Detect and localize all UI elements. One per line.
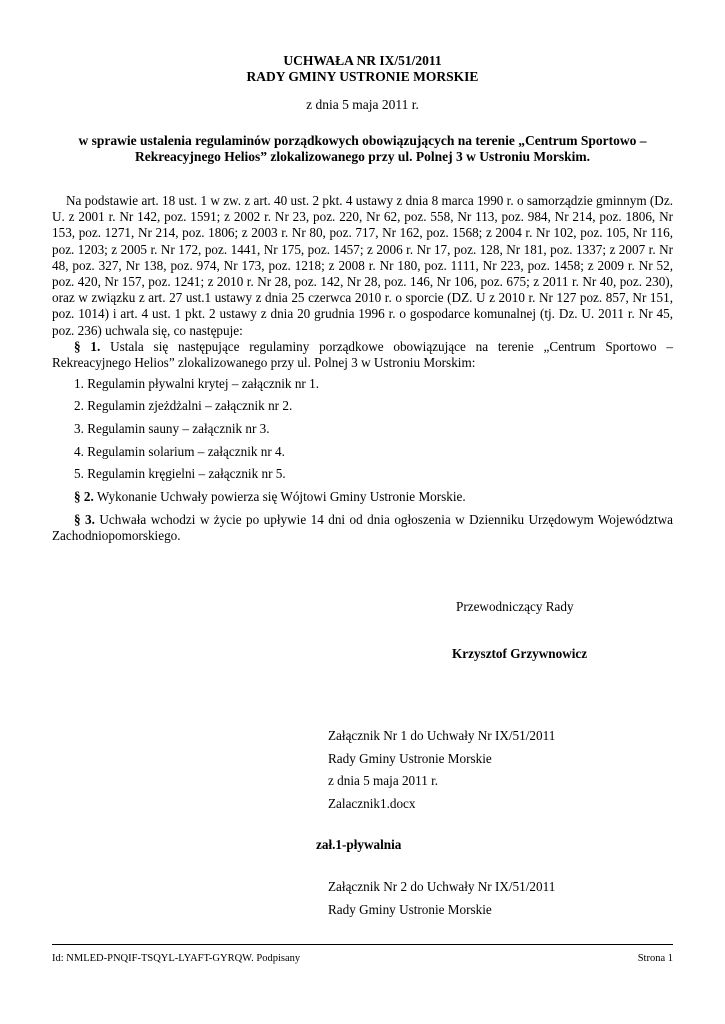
section-1-text: Ustala się następujące regulaminy porządkowe obowiązujące na terenie „Centrum Sportowo – Rekreacyjnego Helios” zlokalizowanego przy ul. Polnej 3 w Ustroniu Morskim:: [52, 339, 674, 371]
attachment-1-title: Załącznik Nr 1 do Uchwały Nr IX/51/2011: [328, 728, 556, 743]
preamble-paragraph: Na podstawie art. 18 ust. 1 w zw. z art. 40 ust. 2 pkt. 4 ustawy z dnia 8 marca 1990 r. o samorządzie gminnym (Dz. U. z 2001 r. Nr 142, poz. 1591; z 2002 r. Nr 23, poz. 220, Nr 62, poz. 558, Nr 113, poz. 984, Nr 214, poz. 1806, Nr 153, poz. 1271, Nr 214, poz. 1806; z 2003 r. Nr 80, poz. 717, Nr 162, poz. 1568; z 2004 r. Nr 102, poz. 105, Nr 116, poz. 1203; z 2005 r. Nr 172, poz. 1441, Nr 175, poz. 1457; z 2006 r. Nr 17, poz. 128, Nr 181, poz. 1337; z 2007 r. Nr 48, poz. 327, Nr 138, poz. 974, Nr 173, poz. 1218; z 2008 r. Nr 180, poz. 1111, Nr 223, poz. 1458; z 2009 r. Nr 52, poz. 420, Nr 157, poz. 1241; z 2010 r. Nr 28, poz. 142, Nr 28, poz. 146, Nr 106, poz. 675; z 2011 r. Nr 40, poz. 230), oraz w związku z art. 27 ust.1 ustawy z dnia 25 czerwca 2010 r. o sporcie (DZ. U z 2010 r. Nr 127 poz. 857, Nr 151, poz. 1014) i art. 4 ust. 1 pkt. 2 ustawy z dnia 20 grudnia 1996 r. o gospodarce komunalnej (tj. Dz. U. 2011 r. Nr 45, poz. 236) uchwala się, co następuje:: [52, 193, 673, 338]
attachment-2-council: Rady Gminy Ustronie Morskie: [328, 902, 492, 917]
section-2-label: § 2.: [74, 489, 94, 504]
list-item-4: 4. Regulamin solarium – załącznik nr 4.: [74, 444, 285, 459]
footer-divider: [52, 944, 673, 945]
attachment-heading: zał.1-pływalnia: [316, 837, 402, 852]
list-item-3: 3. Regulamin sauny – załącznik nr 3.: [74, 421, 270, 436]
attachment-1-filename[interactable]: Zalacznik1.docx: [328, 796, 416, 811]
subject-line-1: w sprawie ustalenia regulaminów porządkowych obowiązujących na terenie „Centrum Sportowo –: [78, 133, 647, 148]
attachment-1-date: z dnia 5 maja 2011 r.: [328, 773, 439, 788]
attachment-1-council: Rady Gminy Ustronie Morskie: [328, 751, 492, 766]
list-item-2: 2. Regulamin zjeżdżalni – załącznik nr 2.: [74, 398, 293, 413]
section-3-text: Uchwała wchodzi w życie po upływie 14 dni od dnia ogłoszenia w Dzienniku Urzędowym Województwa Zachodniopomorskiego.: [52, 512, 674, 544]
signatory-name: Krzysztof Grzywnowicz: [452, 646, 588, 661]
council-name: RADY GMINY USTRONIE MORSKIE: [246, 69, 479, 84]
attachment-2-title: Załącznik Nr 2 do Uchwały Nr IX/51/2011: [328, 879, 556, 894]
section-1-label: § 1.: [74, 339, 101, 354]
section-2-text: Wykonanie Uchwały powierza się Wójtowi Gminy Ustronie Morskie.: [96, 489, 466, 504]
subject-line-2: Rekreacyjnego Helios” zlokalizowanego przy ul. Polnej 3 w Ustroniu Morskim.: [134, 149, 591, 164]
resolution-number: UCHWAŁA NR IX/51/2011: [283, 53, 442, 68]
section-2-paragraph: [52, 489, 673, 505]
signatory-role: Przewodniczący Rady: [456, 599, 574, 614]
resolution-date: z dnia 5 maja 2011 r.: [306, 97, 419, 112]
list-item-5: 5. Regulamin kręgielni – załącznik nr 5.: [74, 466, 286, 481]
section-3-label: § 3.: [74, 512, 95, 527]
section-1-paragraph: [52, 339, 673, 371]
document-id: Id: NMLED-PNQIF-TSQYL-LYAFT-GYRQW. Podpisany: [52, 953, 301, 964]
list-item-1: 1. Regulamin pływalni krytej – załącznik nr 1.: [74, 376, 319, 391]
page-number: Strona 1: [637, 953, 673, 964]
resolution-subject: [52, 133, 673, 165]
section-3-paragraph: [52, 512, 673, 544]
